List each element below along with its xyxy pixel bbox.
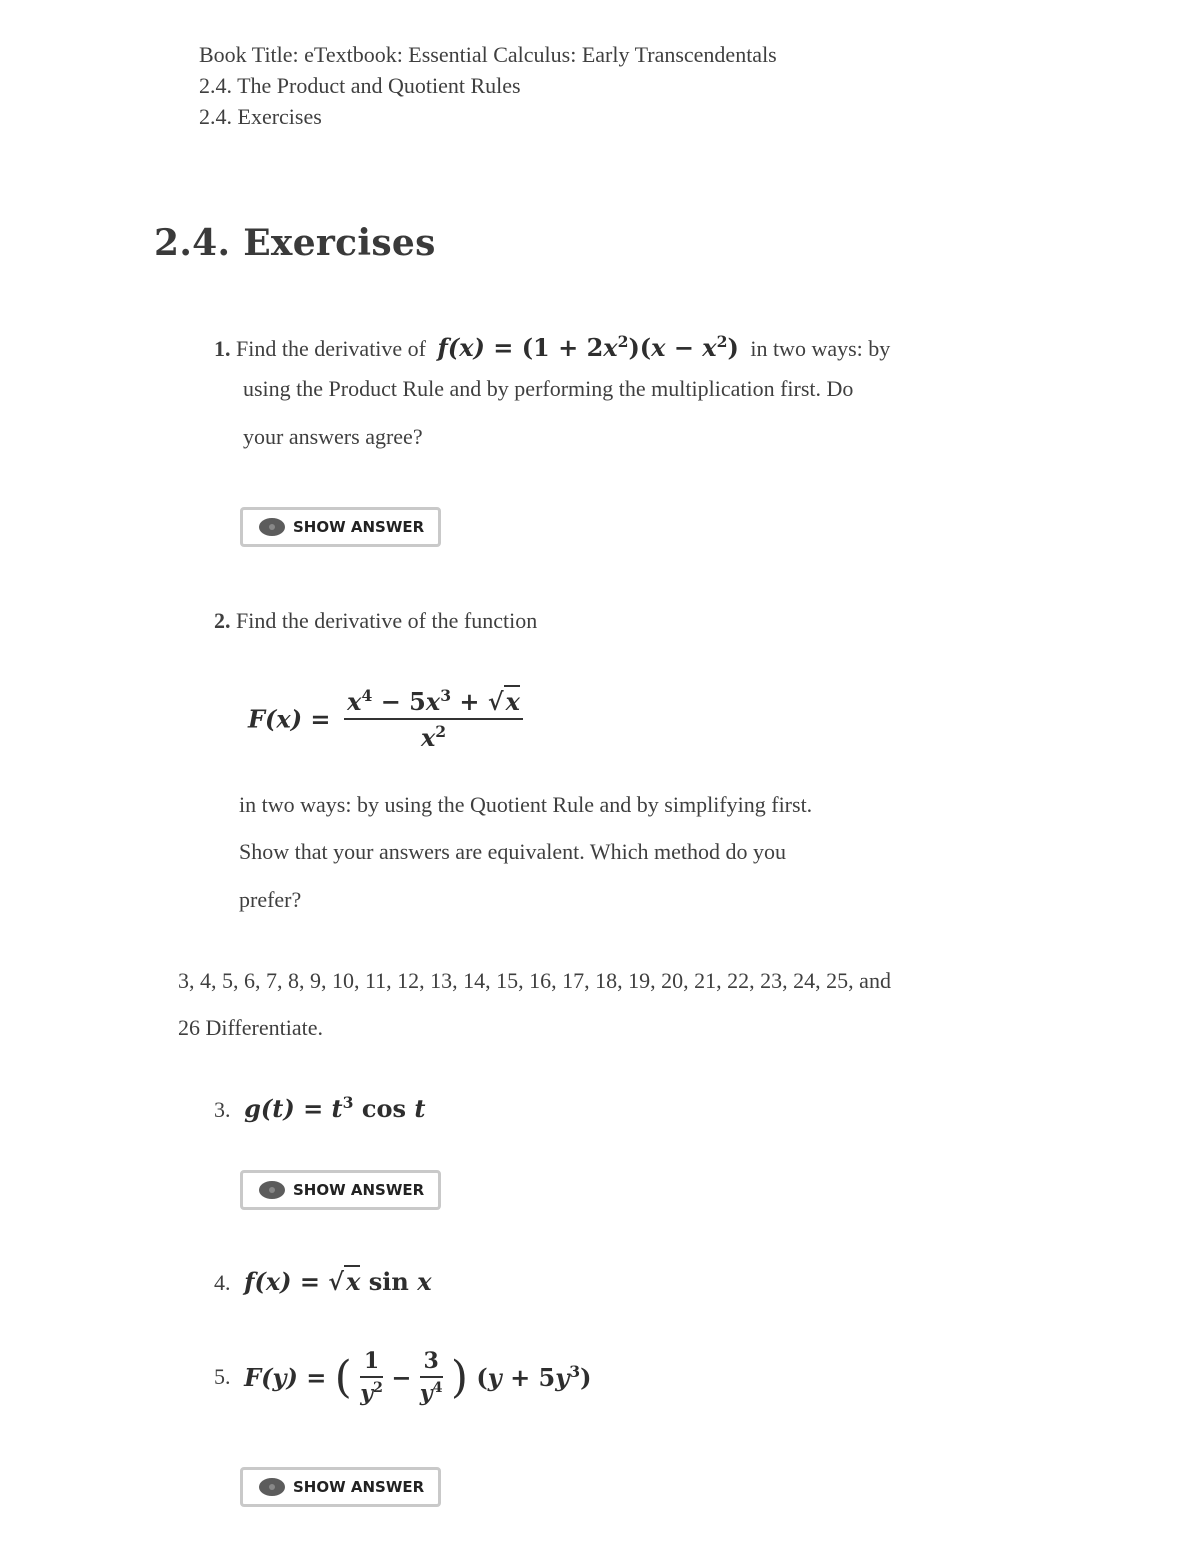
exercise-3-formula: $g(t) = t^3$ cos t [244,1093,426,1123]
exercise-2-line-3: prefer? [239,887,302,912]
exercise-1-line-3: your answers agree? [243,424,423,449]
exercise-2-number: 2. [214,608,231,633]
show-answer-label: SHOW ANSWER [293,1478,425,1496]
exercise-3 [214,1093,425,1125]
exercise-1-rest: in two ways: by [750,336,891,361]
exercise-2-lead: Find the derivative of the function [236,608,538,633]
breadcrumb [199,39,777,132]
eye-icon [259,1478,285,1496]
exercise-4-formula: f(x) = √x sin x [244,1267,432,1296]
exercise-2 [214,597,537,645]
exercise-2-line-1: in two ways: by using the Quotient Rule and by simplifying first. [239,792,813,817]
eye-icon [259,1181,285,1199]
exercise-1-lead: Find the derivative of [236,336,427,361]
show-answer-label: SHOW ANSWER [293,518,425,536]
range-intro-line-2: 26 Differentiate. [178,1015,323,1040]
exercise-2-line-2: Show that your answers are equivalent. Which method do you [239,839,787,864]
exercise-2-formula: F(x) = $\frac{x^4 - 5x^3 + √x}{x^2}$ [248,686,523,752]
show-answer-button-3[interactable] [240,1170,441,1210]
range-intro-line-1: 3, 4, 5, 6, 7, 8, 9, 10, 11, 12, 13, 14, 15, 16, 17, 18, 19, 20, 21, 22, 23, 24, 25, and [178,968,891,993]
page-title: 2.4. Exercises [154,222,436,264]
exercise-3-number: 3. [214,1097,231,1122]
exercise-4 [214,1267,432,1298]
breadcrumb-section: 2.4. Exercises [199,104,322,129]
show-answer-label: SHOW ANSWER [293,1181,425,1199]
exercise-5 [214,1348,591,1406]
exercise-5-number: 5. [214,1364,231,1390]
breadcrumb-book-title: Book Title: eTextbook: Essential Calculus: Early Transcendentals [199,42,777,67]
exercise-1-line-2: using the Product Rule and by performing the multiplication first. Do [243,376,854,401]
exercise-1-number: 1. [214,336,231,361]
exercise-1-formula: $f(x) = (1 + 2x^2)(x - x^2)$ [437,332,739,362]
show-answer-button-5[interactable] [240,1467,441,1507]
breadcrumb-chapter: 2.4. The Product and Quotient Rules [199,73,521,98]
exercise-4-number: 4. [214,1270,231,1295]
show-answer-button-1[interactable] [240,507,441,547]
eye-icon [259,518,285,536]
exercise-5-formula: F(y) = ( $\frac{1}{y^2}$ − $\frac{3}{y^4}$ ) $(y + 5y^3)$ [244,1348,592,1407]
